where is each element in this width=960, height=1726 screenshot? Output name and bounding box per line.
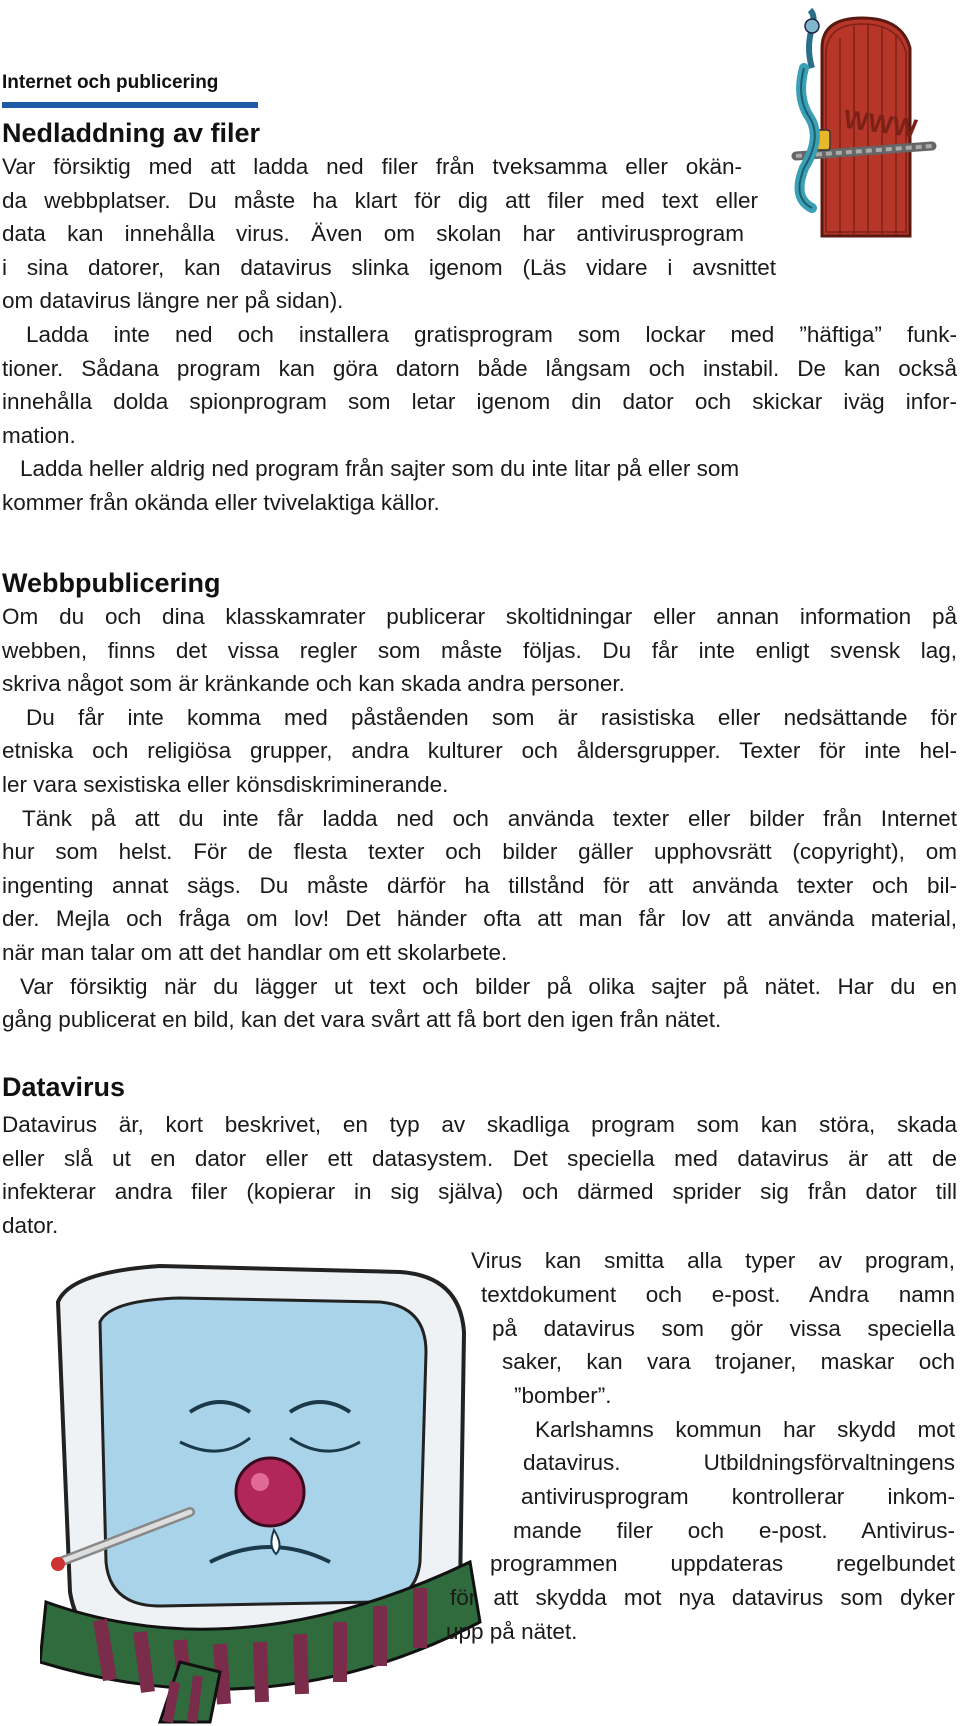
heading-webpublishing: Webbpublicering [2, 568, 221, 598]
text-line: ler vara sexistiska eller könsdiskriminerande. [2, 771, 449, 797]
text-line: innehålla dolda spionprogram som letar igenom din dator och skickar iväg infor- [2, 389, 957, 415]
text-line: mation. [2, 422, 76, 448]
section-label: Internet och publicering [2, 72, 219, 93]
sick-computer-illustration [40, 1262, 490, 1724]
text-line: data kan innehålla virus. Även om skolan har antivirusprogram [2, 221, 744, 247]
door-sign: WWW [841, 103, 920, 144]
text-line: webben, finns det vissa regler som måste följas. Du får inte enligt svensk lag, [2, 637, 957, 663]
text-line: på datavirus som gör vissa speciella [492, 1316, 955, 1341]
text-line: da webbplatser. Du måste ha klart för dig att filer med text eller [2, 187, 758, 213]
text-line: hur som helst. För de flesta texter och bilder gäller upphovsrätt (copyright), om [2, 839, 957, 865]
text-line: Ladda heller aldrig ned program från sajter som du inte litar på eller som [20, 456, 740, 482]
text-line: datavirus. Utbildningsförvaltningens [523, 1450, 955, 1475]
text-line: om datavirus längre ner på sidan). [2, 288, 344, 314]
text-line: gång publicerat en bild, kan det vara svårt att få bort den igen från nätet. [2, 1007, 722, 1033]
text-line: textdokument och e-post. Andra namn [481, 1282, 955, 1307]
section-underline [2, 102, 258, 108]
section-webpublishing-body [2, 600, 957, 1037]
text-line: Var försiktig med att ladda ned filer från tveksamma eller okän- [2, 154, 742, 179]
text-line: Om du och dina klasskamrater publicerar skoltidningar eller annan information på [2, 604, 957, 629]
text-line: antivirusprogram kontrollerar inkom- [521, 1484, 955, 1509]
text-line: Tänk på att du inte får ladda ned och använda texter eller bilder från Internet [22, 805, 957, 831]
text-line: kommer från okända eller tvivelaktiga källor. [2, 489, 440, 515]
section-download [2, 116, 758, 150]
text-line: för att skydda mot nya datavirus som dyker [450, 1585, 955, 1610]
text-line: tioner. Sådana program kan göra datorn både långsam och instabil. De kan också [2, 355, 957, 381]
section-viruses-body [2, 1108, 957, 1242]
text-line: etniska och religiösa grupper, andra kulturer och åldersgrupper. Texter för inte hel- [2, 738, 957, 764]
text-line: Karlshamns kommun har skydd mot [535, 1417, 955, 1442]
text-line: dator. [2, 1212, 59, 1238]
text-line: när man talar om att det handlar om ett skolarbete. [2, 939, 508, 965]
text-line: Virus kan smitta alla typer av program, [471, 1248, 955, 1273]
section-viruses [2, 1070, 125, 1104]
text-line: ”bomber”. [514, 1383, 612, 1408]
heading-viruses: Datavirus [2, 1072, 126, 1102]
text-line: skriva något som är kränkande och kan skada andra personer. [2, 671, 625, 697]
text-line: Var försiktig när du lägger ut text och bilder på olika sajter på nätet. Har du en [20, 973, 957, 999]
heading-download: Nedladdning av filer [2, 118, 261, 148]
text-line: ingenting annat sägs. Du måste därför ha tillstånd för att använda texter och bil- [2, 872, 957, 898]
text-line: infekterar andra filer (kopierar in sig själva) och därmed sprider sig från dator till [2, 1179, 957, 1205]
text-line: mande filer och e-post. Antivirus- [513, 1518, 955, 1543]
text-line: saker, kan vara trojaner, maskar och [502, 1349, 955, 1374]
text-line: Du får inte komma med påståenden som är rasistiska eller nedsättande för [26, 704, 957, 730]
text-line: eller slå ut en dator eller ett datasystem. Det speciella med datavirus är att de [2, 1145, 957, 1171]
text-line: programmen uppdateras regelbundet [490, 1551, 955, 1576]
section-webpublishing [2, 566, 221, 600]
text-line: Datavirus är, kort beskrivet, en typ av skadliga program som kan störa, skada [2, 1112, 957, 1137]
text-line: der. Mejla och fråga om lov! Det händer ofta att man får lov att använda material, [2, 906, 957, 932]
text-line: Ladda inte ned och installera gratisprogram som lockar med ”häftiga” funk- [26, 321, 957, 347]
text-line: i sina datorer, kan datavirus slinka igenom (Läs vidare i avsnittet [2, 254, 776, 280]
section-download-body [2, 150, 957, 520]
text-line: upp på nätet. [446, 1619, 578, 1644]
